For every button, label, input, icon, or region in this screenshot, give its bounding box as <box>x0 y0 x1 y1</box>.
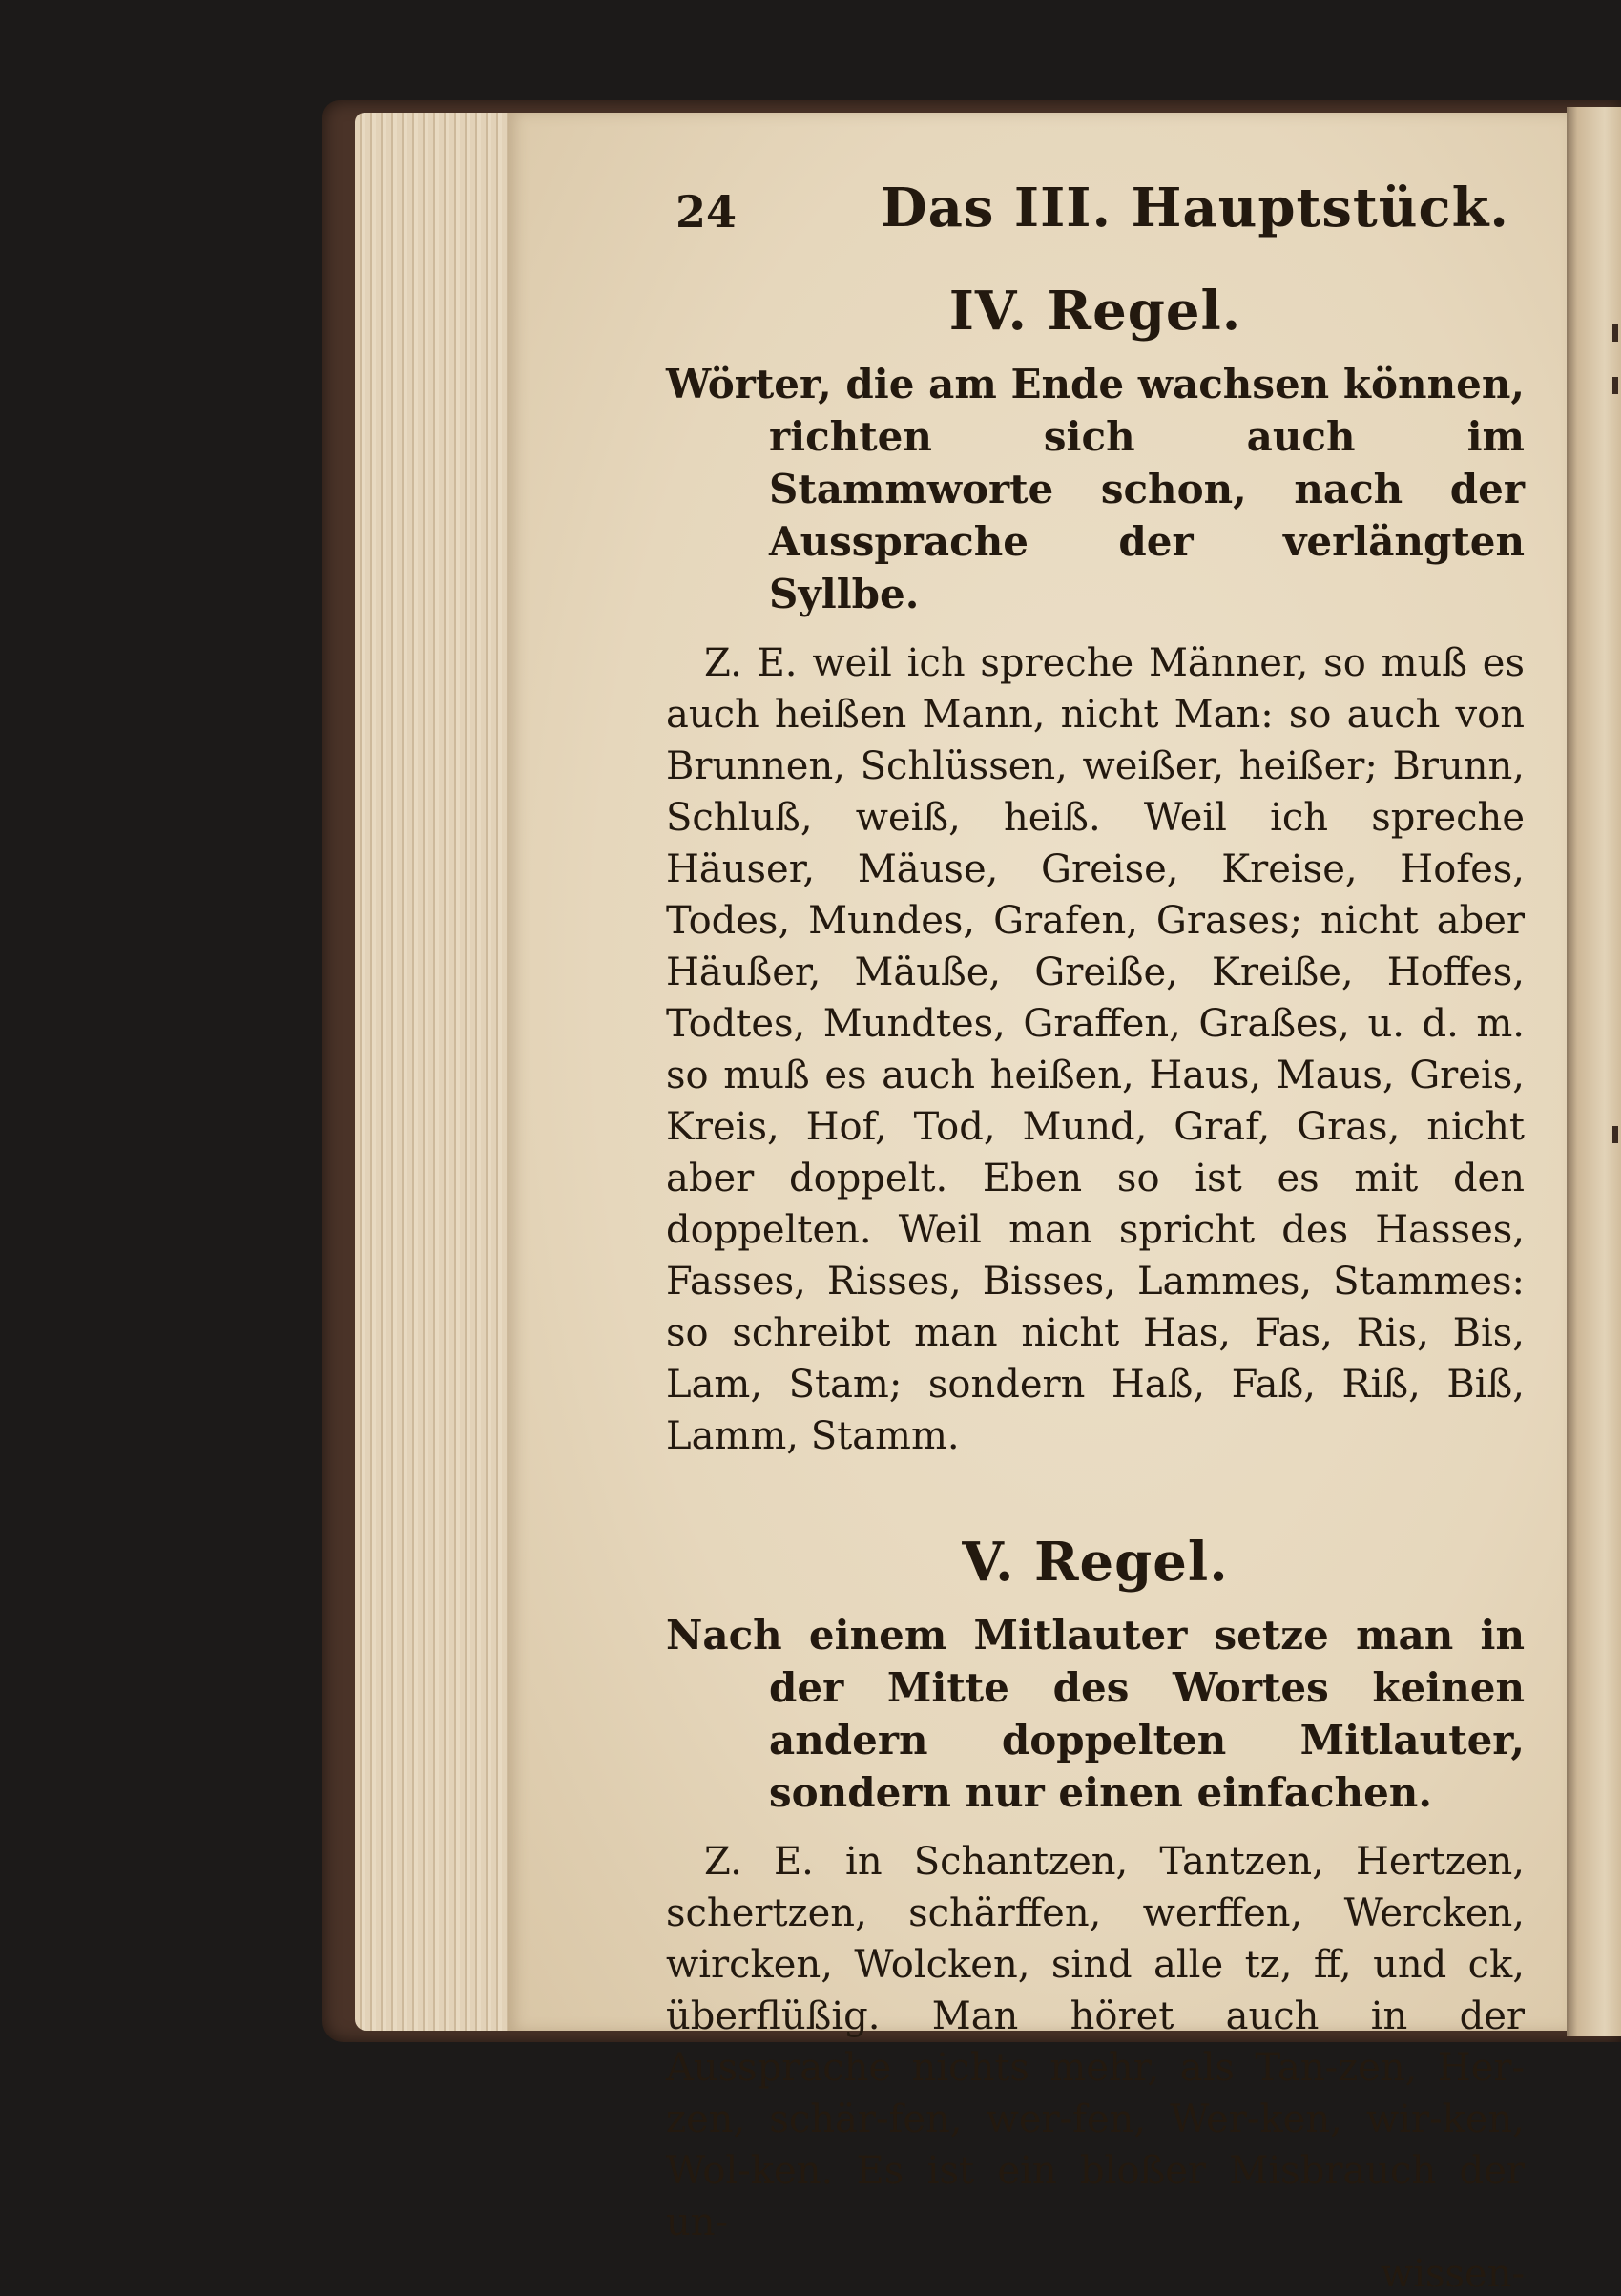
page-gutter <box>1567 107 1621 2036</box>
rule-example-v: Z. E. in Schantzen, Tantzen, Hertzen, schertzen, schärffen, werffen, Wercken, wircken, Wolcken, sind alle tz, ff, und ck, überflüßig. Man höret auch in der Aussprache nichts mehr, als Tan-zen, Her-zen, schär-fen, wer-fen, Wer-ken, wir-ken, Wol-ken. Es ist ein bloßer Misbrauch der un- <box>666 1840 1525 2244</box>
page-content <box>666 177 1525 2296</box>
section-heading-rule-iv: IV. Regel. <box>948 280 1242 343</box>
catchword: wissen- <box>1380 2252 1525 2296</box>
rule-statement-v: Nach einem Mitlauter setze man in der Mitte des Wortes keinen andern doppelten Mitlauter, sondern nur einen einfachen. <box>666 1612 1525 1816</box>
gutter-mark <box>1612 324 1618 342</box>
running-head <box>666 177 1525 253</box>
gutter-mark <box>1612 377 1618 394</box>
rule-example-iv: Z. E. weil ich spreche Männer, so muß es auch heißen Mann, nicht Man: so auch von Brunnen, Schlüssen, weißer, heißer; Brunn, Schluß, weiß, heiß. Weil ich spreche Häuser, Mäuse, Greise, Kreise, Hofes, Todes, Mundes, Grafen, Grases; nicht aber Häußer, Mäuße, Greiße, Kreiße, Hoffes, Todtes, Mundtes, Graffen, Graßes, u. d. m. so muß es auch heißen, Haus, Maus, Greis, Kreis, Hof, Tod, Mund, Graf, Gras, nicht aber doppelt. Eben so ist es mit den doppelten. Weil man spricht des Hasses, Fasses, Risses, Bisses, Lammes, Stammes: so schreibt man nicht Has, Fas, Ris, Bis, Lam, Stam; sondern Haß, Faß, Riß, Biß, Lamm, Stamm. <box>666 641 1525 1458</box>
rule-statement-iv: Wörter, die am Ende wachsen können, richten sich auch im Stammworte schon, nach der Aussprache der verlängten Syllbe. <box>666 361 1525 617</box>
page-edges <box>355 113 517 2031</box>
page-number: 24 <box>675 186 738 238</box>
running-title: Das III. Hauptstück. <box>881 177 1509 240</box>
gutter-mark <box>1612 1126 1618 1143</box>
section-heading-rule-v: V. Regel. <box>962 1531 1229 1594</box>
